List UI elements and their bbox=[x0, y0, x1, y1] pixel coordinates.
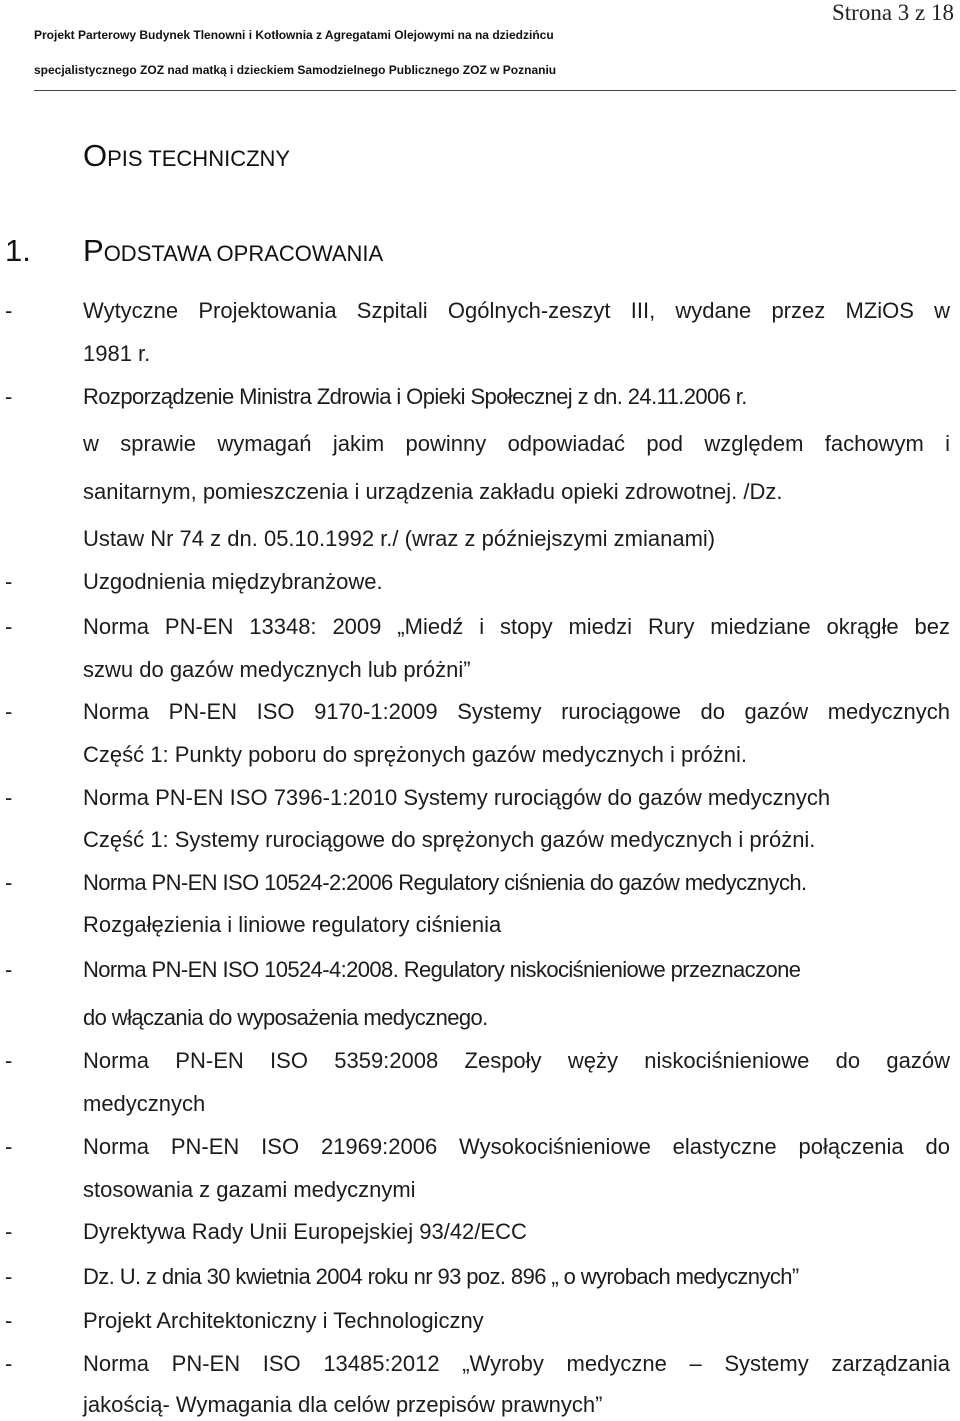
list-item-line: Rozgałęzienia i liniowe regulatory ciśnienia bbox=[83, 912, 502, 937]
list-dash: - bbox=[5, 1264, 13, 1289]
list-item-line: Część 1: Punkty poboru do sprężonych gazów medycznych i próżni. bbox=[83, 742, 747, 767]
list-item-line: Norma PN-EN ISO 10524-4:2008. Regulatory niskociśnieniowe przeznaczone bbox=[83, 957, 801, 982]
section-initial: P bbox=[83, 233, 104, 268]
list-dash: - bbox=[5, 1048, 13, 1073]
list-dash: - bbox=[5, 1308, 13, 1333]
document-title bbox=[83, 138, 290, 174]
list-dash: - bbox=[5, 785, 13, 810]
list-dash: - bbox=[5, 870, 13, 895]
list-item-line: stosowania z gazami medycznymi bbox=[83, 1177, 416, 1202]
list-item-line: Dyrektywa Rady Unii Europejskiej 93/42/ECC bbox=[83, 1219, 527, 1244]
section-number: 1. bbox=[5, 233, 31, 268]
section-rest: ODSTAWA OPRACOWANIA bbox=[103, 241, 384, 266]
page-number: Strona 3 z 18 bbox=[831, 0, 954, 25]
list-item-line: Norma PN-EN ISO 9170-1:2009 Systemy rurociągowe do gazów medycznych bbox=[83, 699, 950, 724]
title-initial: O bbox=[83, 138, 108, 173]
header-rule bbox=[34, 90, 956, 91]
list-item-line: sanitarnym, pomieszczenia i urządzenia zakładu opieki zdrowotnej. /Dz. bbox=[83, 479, 783, 504]
list-item-line: Dz. U. z dnia 30 kwietnia 2004 roku nr 93 poz. 896 „ o wyrobach medycznych” bbox=[83, 1264, 799, 1289]
list-item-line: Uzgodnienia międzybranżowe. bbox=[83, 569, 383, 594]
list-item-line: Norma PN-EN ISO 5359:2008 Zespoły węży niskociśnieniowe do gazów bbox=[83, 1048, 950, 1073]
list-dash: - bbox=[5, 1219, 13, 1244]
header-line-1: Projekt Parterowy Budynek Tlenowni i Kotłownia z Agregatami Olejowymi na na dziedzińcu bbox=[34, 28, 554, 42]
list-dash: - bbox=[5, 614, 13, 639]
list-item-line: szwu do gazów medycznych lub próżni” bbox=[83, 657, 471, 682]
list-dash: - bbox=[5, 957, 13, 982]
list-dash: - bbox=[5, 1134, 13, 1159]
list-item-line: Część 1: Systemy rurociągowe do sprężonych gazów medycznych i próżni. bbox=[83, 827, 816, 852]
list-item-line: Projekt Architektoniczny i Technologiczny bbox=[83, 1308, 484, 1333]
list-dash: - bbox=[5, 569, 13, 594]
list-item-line: w sprawie wymagań jakim powinny odpowiadać pod względem fachowym i bbox=[83, 431, 950, 456]
section-heading bbox=[5, 233, 905, 269]
list-item-line: medycznych bbox=[83, 1091, 206, 1116]
list-item-line: Wytyczne Projektowania Szpitali Ogólnych-zeszyt III, wydane przez MZiOS w bbox=[83, 298, 950, 323]
list-item-line: Norma PN-EN 13348: 2009 „Miedź i stopy miedzi Rury miedziane okrągłe bez bbox=[83, 614, 950, 639]
list-item-line: Norma PN-EN ISO 21969:2006 Wysokociśnieniowe elastyczne połączenia do bbox=[83, 1134, 950, 1159]
list-dash: - bbox=[5, 1351, 13, 1376]
title-rest: PIS TECHNICZNY bbox=[107, 146, 291, 171]
list-item-line: Norma PN-EN ISO 7396-1:2010 Systemy rurociągów do gazów medycznych bbox=[83, 785, 831, 810]
list-item-line: Ustaw Nr 74 z dn. 05.10.1992 r./ (wraz z późniejszymi zmianami) bbox=[83, 526, 716, 551]
list-item-line: Rozporządzenie Ministra Zdrowia i Opieki Społecznej z dn. 24.11.2006 r. bbox=[83, 384, 747, 409]
list-item-line: Norma PN-EN ISO 13485:2012 „Wyroby medyczne – Systemy zarządzania bbox=[83, 1351, 950, 1376]
list-item-line: Norma PN-EN ISO 10524-2:2006 Regulatory ciśnienia do gazów medycznych. bbox=[83, 870, 807, 895]
header-line-2: specjalistycznego ZOZ nad matką i dzieckiem Samodzielnego Publicznego ZOZ w Poznaniu bbox=[34, 63, 557, 77]
list-item-line: jakością- Wymagania dla celów przepisów prawnych” bbox=[83, 1392, 603, 1417]
list-dash: - bbox=[5, 699, 13, 724]
list-dash: - bbox=[5, 384, 13, 409]
list-item-line: 1981 r. bbox=[83, 341, 151, 366]
list-item-line: do włączania do wyposażenia medycznego. bbox=[83, 1005, 488, 1030]
list-dash: - bbox=[5, 298, 13, 323]
